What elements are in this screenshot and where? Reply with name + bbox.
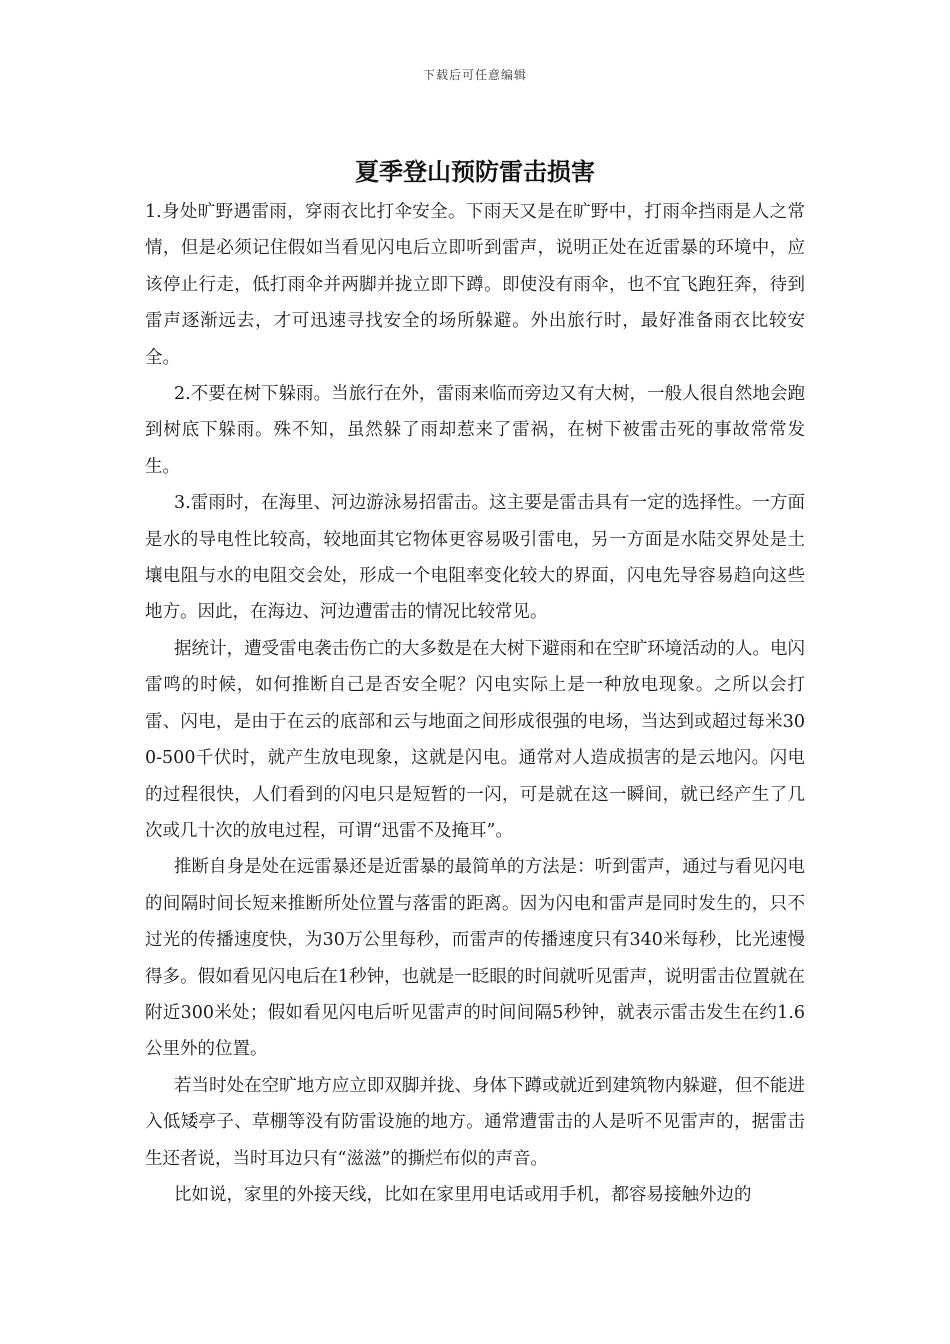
paragraph-6: 若当时处在空旷地方应立即双脚并拢、身体下蹲或就近到建筑物内躲避，但不能进入低矮亭子、草棚等没有防雷设施的地方。通常遭雷击的人是听不见雷声的，据雷击生还者说，当时耳边只有“滋滋”的撕烂布似的声音。 <box>145 1075 805 1169</box>
document-body <box>145 194 805 1213</box>
header-note: 下载后可任意编辑 <box>422 68 527 82</box>
paragraph-3: 3.雷雨时，在海里、河边游泳易招雷击。这主要是雷击具有一定的选择性。一方面是水的导电性比较高，较地面其它物体更容易吸引雷电，另一方面是水陆交界处是土壤电阻与水的电阻交会处，形成一个电阻率变化较大的界面，闪电先导容易趋向这些地方。因此，在海边、河边遭雷击的情况比较常见。 <box>145 493 805 623</box>
paragraph-2: 2.不要在树下躲雨。当旅行在外，雷雨来临而旁边又有大树，一般人很自然地会跑到树底下躲雨。殊不知，虽然躲了雨却惹来了雷祸，在树下被雷击死的事故常常发生。 <box>145 384 805 477</box>
paragraph-5: 推断自身是处在远雷暴还是近雷暴的最简单的方法是：听到雷声，通过与看见闪电的间隔时间长短来推断所处位置与落雷的距离。因为闪电和雷声是同时发生的，只不过光的传播速度快，为30万公里每秒，而雷声的传播速度只有340米每秒，比光速慢得多。假如看见闪电后在1秒钟，也就是一眨眼的时间就听见雷声，说明雷击位置就在附近300米处；假如看见闪电后听见雷声的时间间隔5秒钟，就表示雷击发生在约1.6公里外的位置。 <box>145 857 805 1060</box>
document-title: 夏季登山预防雷击损害 <box>355 158 595 186</box>
paragraph-1: 1.身处旷野遇雷雨，穿雨衣比打伞安全。下雨天又是在旷野中，打雨伞挡雨是人之常情，但是必须记住假如当看见闪电后立即听到雷声，说明正处在近雷暴的环境中，应该停止行走，低打雨伞并两脚并拢立即下蹲。即使没有雨伞，也不宜飞跑狂奔，待到雷声逐渐远去，才可迅速寻找安全的场所躲避。外出旅行时，最好准备雨衣比较安全。 <box>145 202 805 368</box>
paragraph-4: 据统计，遭受雷电袭击伤亡的大多数是在大树下避雨和在空旷环境活动的人。电闪雷鸣的时候，如何推断自己是否安全呢？闪电实际上是一种放电现象。之所以会打雷、闪电，是由于在云的底部和云与地面之间形成很强的电场，当达到或超过每米300-500千伏时，就产生放电现象，这就是闪电。通常对人造成损害的是云地闪。闪电的过程很快，人们看到的闪电只是短暂的一闪，可是就在这一瞬间，就已经产生了几次或几十次的放电过程，可谓“迅雷不及掩耳”。 <box>145 638 805 841</box>
paragraph-7: 比如说，家里的外接天线，比如在家里用电话或用手机，都容易接触外边的 <box>174 1184 752 1205</box>
